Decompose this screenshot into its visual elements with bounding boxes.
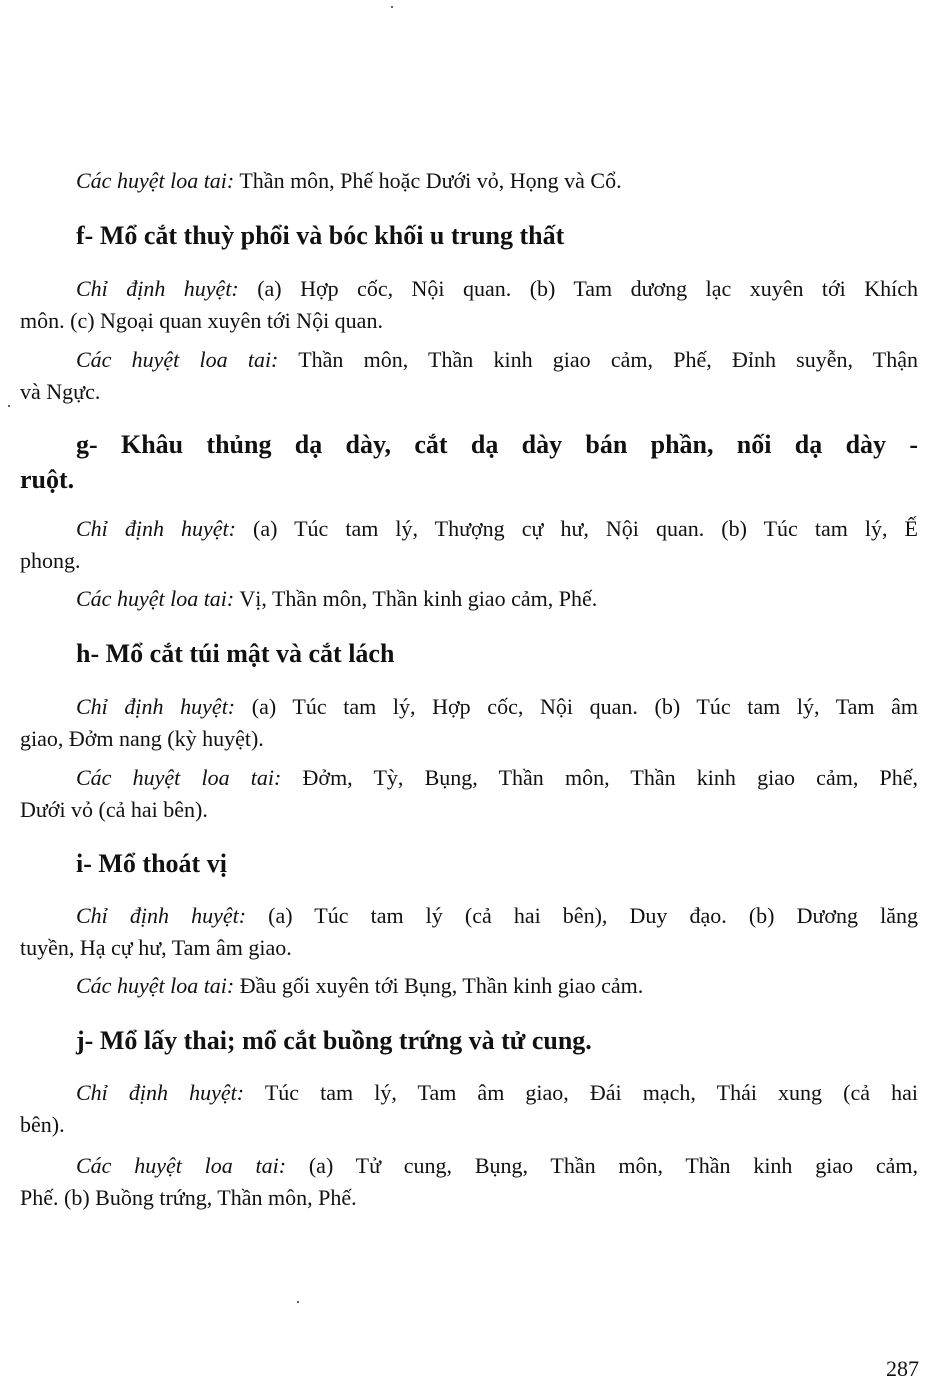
acupoints-label: Chỉ định huyệt: (76, 276, 239, 301)
ear-points-label: Các huyệt loa tai: (76, 168, 235, 193)
ear-points-label: Các huyệt loa tai: (76, 765, 282, 790)
ear-points-label: Các huyệt loa tai: (76, 347, 279, 372)
section-f-acupoints-line1 (76, 272, 918, 306)
section-h-ear-points-line1 (76, 761, 918, 795)
section-i-ear-points (76, 971, 643, 1001)
section-f-acupoints-line2: môn. (c) Ngoại quan xuyên tới Nội quan. (20, 308, 383, 333)
section-f-ear-points-line2: và Ngực. (20, 379, 101, 404)
section-j-acupoints-line1 (76, 1076, 918, 1110)
ear-points-text: Vị, Thần môn, Thần kinh giao cảm, Phế. (239, 586, 598, 611)
ear-points-text: Thần môn, Thần kinh giao cảm, Phế, Đỉnh suyễn, Thận (298, 347, 919, 372)
section-g-acupoints-line2: phong. (20, 548, 81, 573)
section-j-ear-points-line2: Phế. (b) Buồng trứng, Thần môn, Phế. (20, 1185, 357, 1210)
acupoints-text: (a) Túc tam lý, Hợp cốc, Nội quan. (b) Túc tam lý, Tam âm (251, 694, 918, 719)
ear-points-label: Các huyệt loa tai: (76, 586, 235, 611)
scan-speck (391, 6, 393, 8)
ear-points-text: Thần môn, Phế hoặc Dưới vỏ, Họng và Cổ. (239, 168, 622, 193)
scan-speck (8, 405, 10, 407)
ear-points-text: Đầu gối xuyên tới Bụng, Thần kinh giao cảm. (239, 973, 644, 998)
acupoints-label: Chỉ định huyệt: (76, 516, 236, 541)
section-j-heading: j- Mổ lấy thai; mổ cắt buồng trứng và tử cung. (76, 1026, 592, 1055)
scan-speck (297, 1301, 299, 1303)
section-g-acupoints-line1 (76, 512, 918, 546)
section-f-heading: f- Mổ cắt thuỳ phổi và bóc khối u trung thất (76, 221, 565, 250)
section-h-ear-points-line2: Dưới vỏ (cả hai bên). (20, 797, 208, 822)
section-g-heading-line1: g- Khâu thủng dạ dày, cắt dạ dày bán phần, nối dạ dày - (76, 430, 918, 459)
acupoints-text: Túc tam lý, Tam âm giao, Đái mạch, Thái xung (cả hai (264, 1080, 919, 1105)
section-g-ear-points (76, 584, 597, 614)
section-i-acupoints-line2: tuyền, Hạ cự hư, Tam âm giao. (20, 935, 292, 960)
section-i-heading: i- Mổ thoát vị (76, 849, 227, 878)
page-number: 287 (886, 1356, 919, 1381)
acupoints-text: (a) Túc tam lý, Thượng cự hư, Nội quan. (b) Túc tam lý, Ế (253, 516, 918, 541)
section-g-heading-line2: ruột. (20, 465, 75, 494)
acupoints-text: (a) Túc tam lý (cả hai bên), Duy đạo. (b) Dương lăng (268, 903, 919, 928)
section-i-acupoints-line1 (76, 899, 918, 933)
section-h-heading: h- Mổ cắt túi mật và cắt lách (76, 639, 395, 668)
acupoints-label: Chỉ định huyệt: (76, 903, 247, 928)
ear-points-label: Các huyệt loa tai: (76, 1153, 287, 1178)
acupoints-text: (a) Hợp cốc, Nội quan. (b) Tam dương lạc xuyên tới Khích (257, 276, 918, 301)
acupoints-label: Chỉ định huyệt: (76, 694, 236, 719)
ear-points-text: Đởm, Tỳ, Bụng, Thần môn, Thần kinh giao cảm, Phế, (302, 765, 919, 790)
section-f-ear-points-line1 (76, 343, 918, 377)
section-e-ear-points (76, 166, 622, 196)
section-j-ear-points-line1 (76, 1149, 918, 1183)
ear-points-label: Các huyệt loa tai: (76, 973, 235, 998)
section-h-acupoints-line2: giao, Đởm nang (kỳ huyệt). (20, 726, 264, 751)
ear-points-text: (a) Tử cung, Bụng, Thần môn, Thần kinh giao cảm, (308, 1153, 919, 1178)
section-j-acupoints-line2: bên). (20, 1112, 65, 1137)
acupoints-label: Chỉ định huyệt: (76, 1080, 245, 1105)
section-h-acupoints-line1 (76, 690, 918, 724)
